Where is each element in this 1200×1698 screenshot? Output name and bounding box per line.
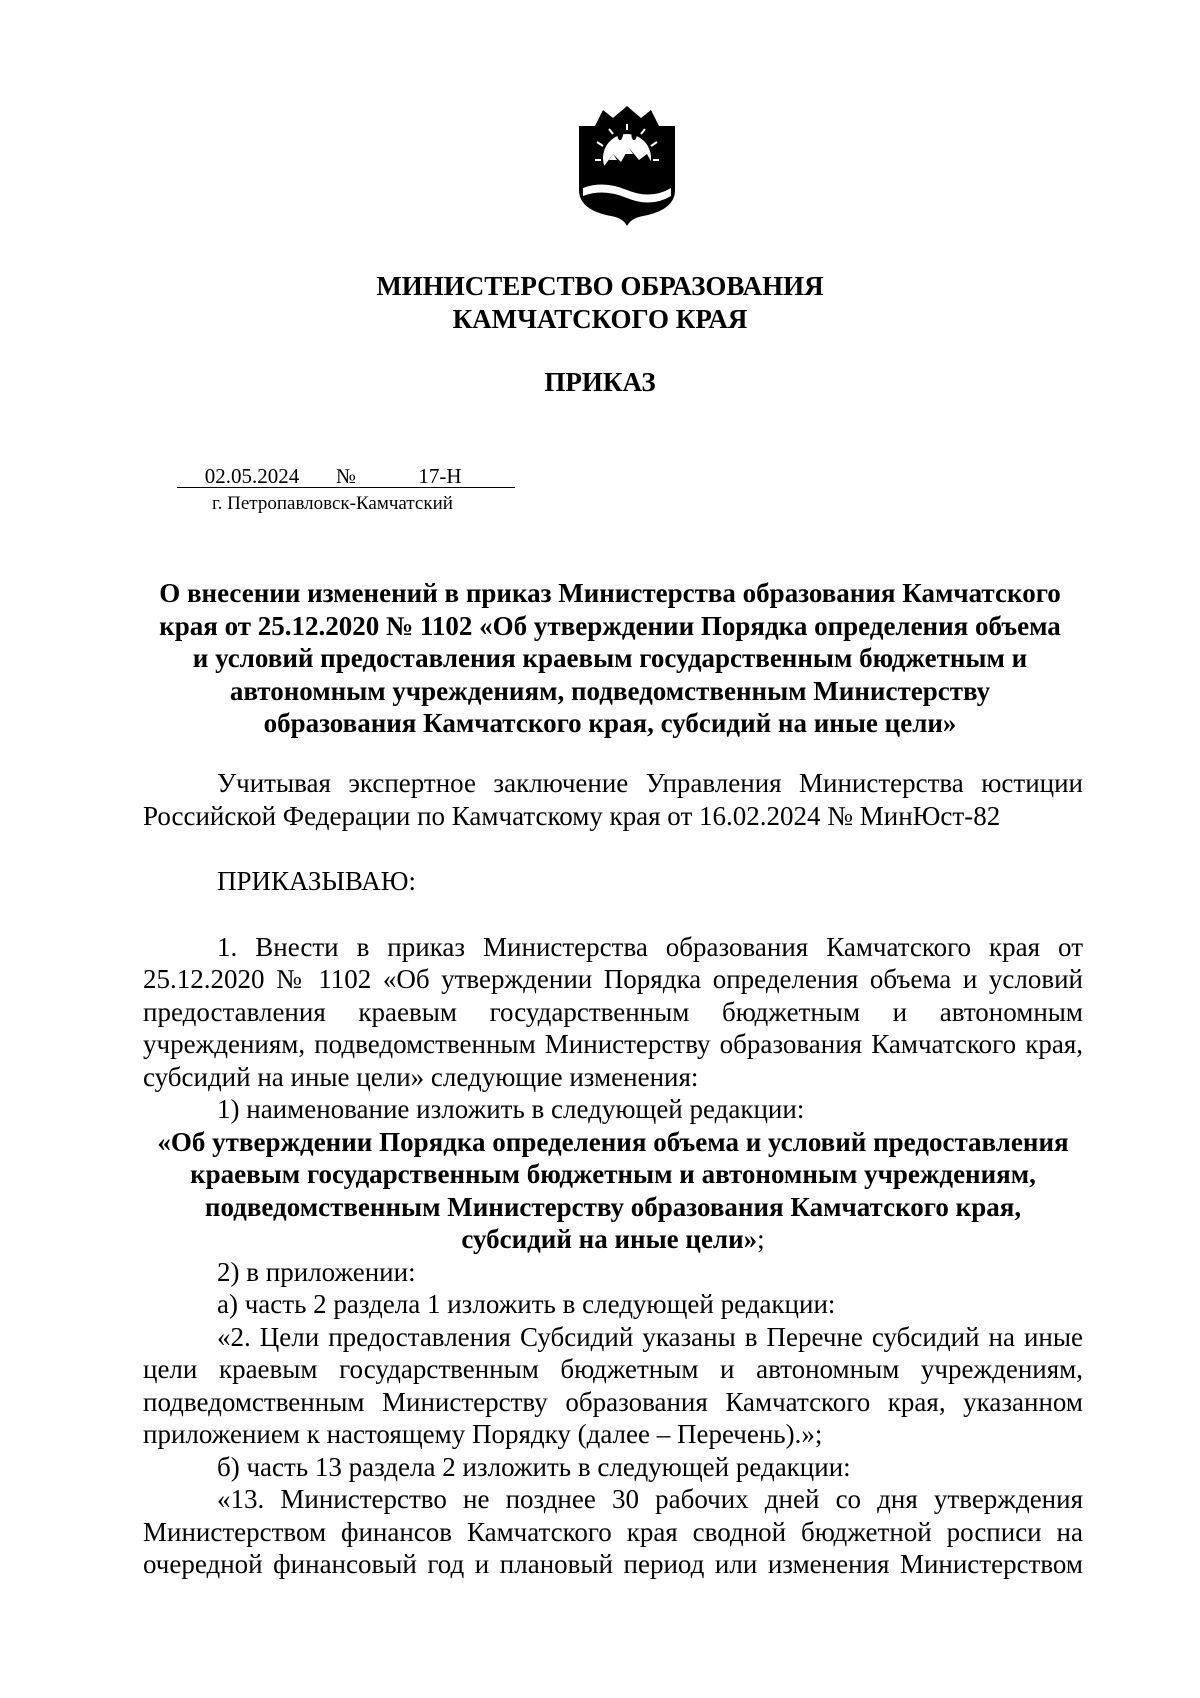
sub-item-2a-line: «2. Цели предоставления Субсидий указаны в Перечне субсидий на иные [217,1321,1083,1352]
order-word: ПРИКАЗЫВАЮ: [217,866,416,896]
quote-line: «Об утверждении Порядка определения объема и условий предоставления [157,1126,1069,1157]
number-sign: № [327,463,365,488]
subject-line: края от 25.12.2020 № 1102 «Об утверждении Порядка определения объема [159,610,1061,641]
sub-item-2b-line: «13. Министерство не позднее 30 рабочих дней со дня утверждения [217,1484,1083,1514]
ministry-name-line2: КАМЧАТСКОГО КРАЯ [452,304,748,334]
quote-last-line: субсидий на иные цели» [461,1224,758,1254]
order-date: 02.05.2024 [177,463,327,488]
item1-line: 25.12.2020 № 1102 «Об утверждении Порядка определения объема и условий [143,964,1083,994]
sub-item-2a: а) часть 2 раздела 1 изложить в следующей редакции: [217,1289,836,1319]
item1-line: учреждениям, подведомственным Министерству образования Камчатского края, [143,1029,1083,1059]
ministry-name-line1: МИНИСТЕРСТВО ОБРАЗОВАНИЯ [376,271,824,301]
subject-line: автономным учреждениям, подведомственным Министерству [229,675,991,706]
sub-item-1: 1) наименование изложить в следующей редакции: [217,1094,805,1124]
sub-item-2a-line: приложением к настоящему Порядку (далее – Перечень).»; [143,1419,823,1449]
sub-item-2b-line: очередной финансовый год и плановый период или изменения Министерством [143,1549,1083,1579]
kamchatka-coat-of-arms-icon [573,104,681,228]
document-body [143,767,1083,1581]
sub-item-2a-line: подведомственным Министерству образования Камчатского края, указанном [143,1386,1083,1417]
document-subject [140,577,1080,740]
document-type: ПРИКАЗ [544,367,656,397]
new-title-quote [143,1126,1083,1256]
preamble-line: Российской Федерации по Камчатскому края от 16.02.2024 № МинЮст-82 [143,800,1001,831]
subject-line: образования Камчатского края, субсидий на иные цели» [263,708,957,738]
quote-line [143,1223,1083,1256]
order-number: 17-Н [365,463,515,488]
ministry-name [0,270,1200,336]
item1-line: предоставления краевым государственным бюджетным и автономным [143,996,1083,1027]
quote-line: подведомственным Министерству образования Камчатского края, [204,1191,1022,1222]
sub-item-2: 2) в приложении: [217,1256,416,1287]
sub-item-2b-line: Министерством финансов Камчатского края сводной бюджетной росписи на [143,1516,1083,1547]
item1-line: 1. Внести в приказ Министерства образования Камчатского края от [217,931,1083,962]
subject-line: и условий предоставления краевым государственным бюджетным и [192,643,1028,673]
sub-item-2b: б) часть 13 раздела 2 изложить в следующей редакции: [217,1451,851,1482]
city: г. Петропавловск-Камчатский [212,493,453,514]
quote-tail: ; [757,1224,765,1254]
preamble-line: Учитывая экспертное заключение Управления Министерства юстиции [217,768,1083,798]
subject-line: О внесении изменений в приказ Министерства образования Камчатского [159,578,1061,608]
order-date-number [177,463,515,489]
item1-line: субсидий на иные цели» следующие изменения: [143,1061,699,1092]
quote-line: краевым государственным бюджетным и автономным учреждениям, [190,1159,1036,1189]
sub-item-2a-line: цели краевым государственным бюджетным и автономным учреждениям, [143,1354,1083,1384]
